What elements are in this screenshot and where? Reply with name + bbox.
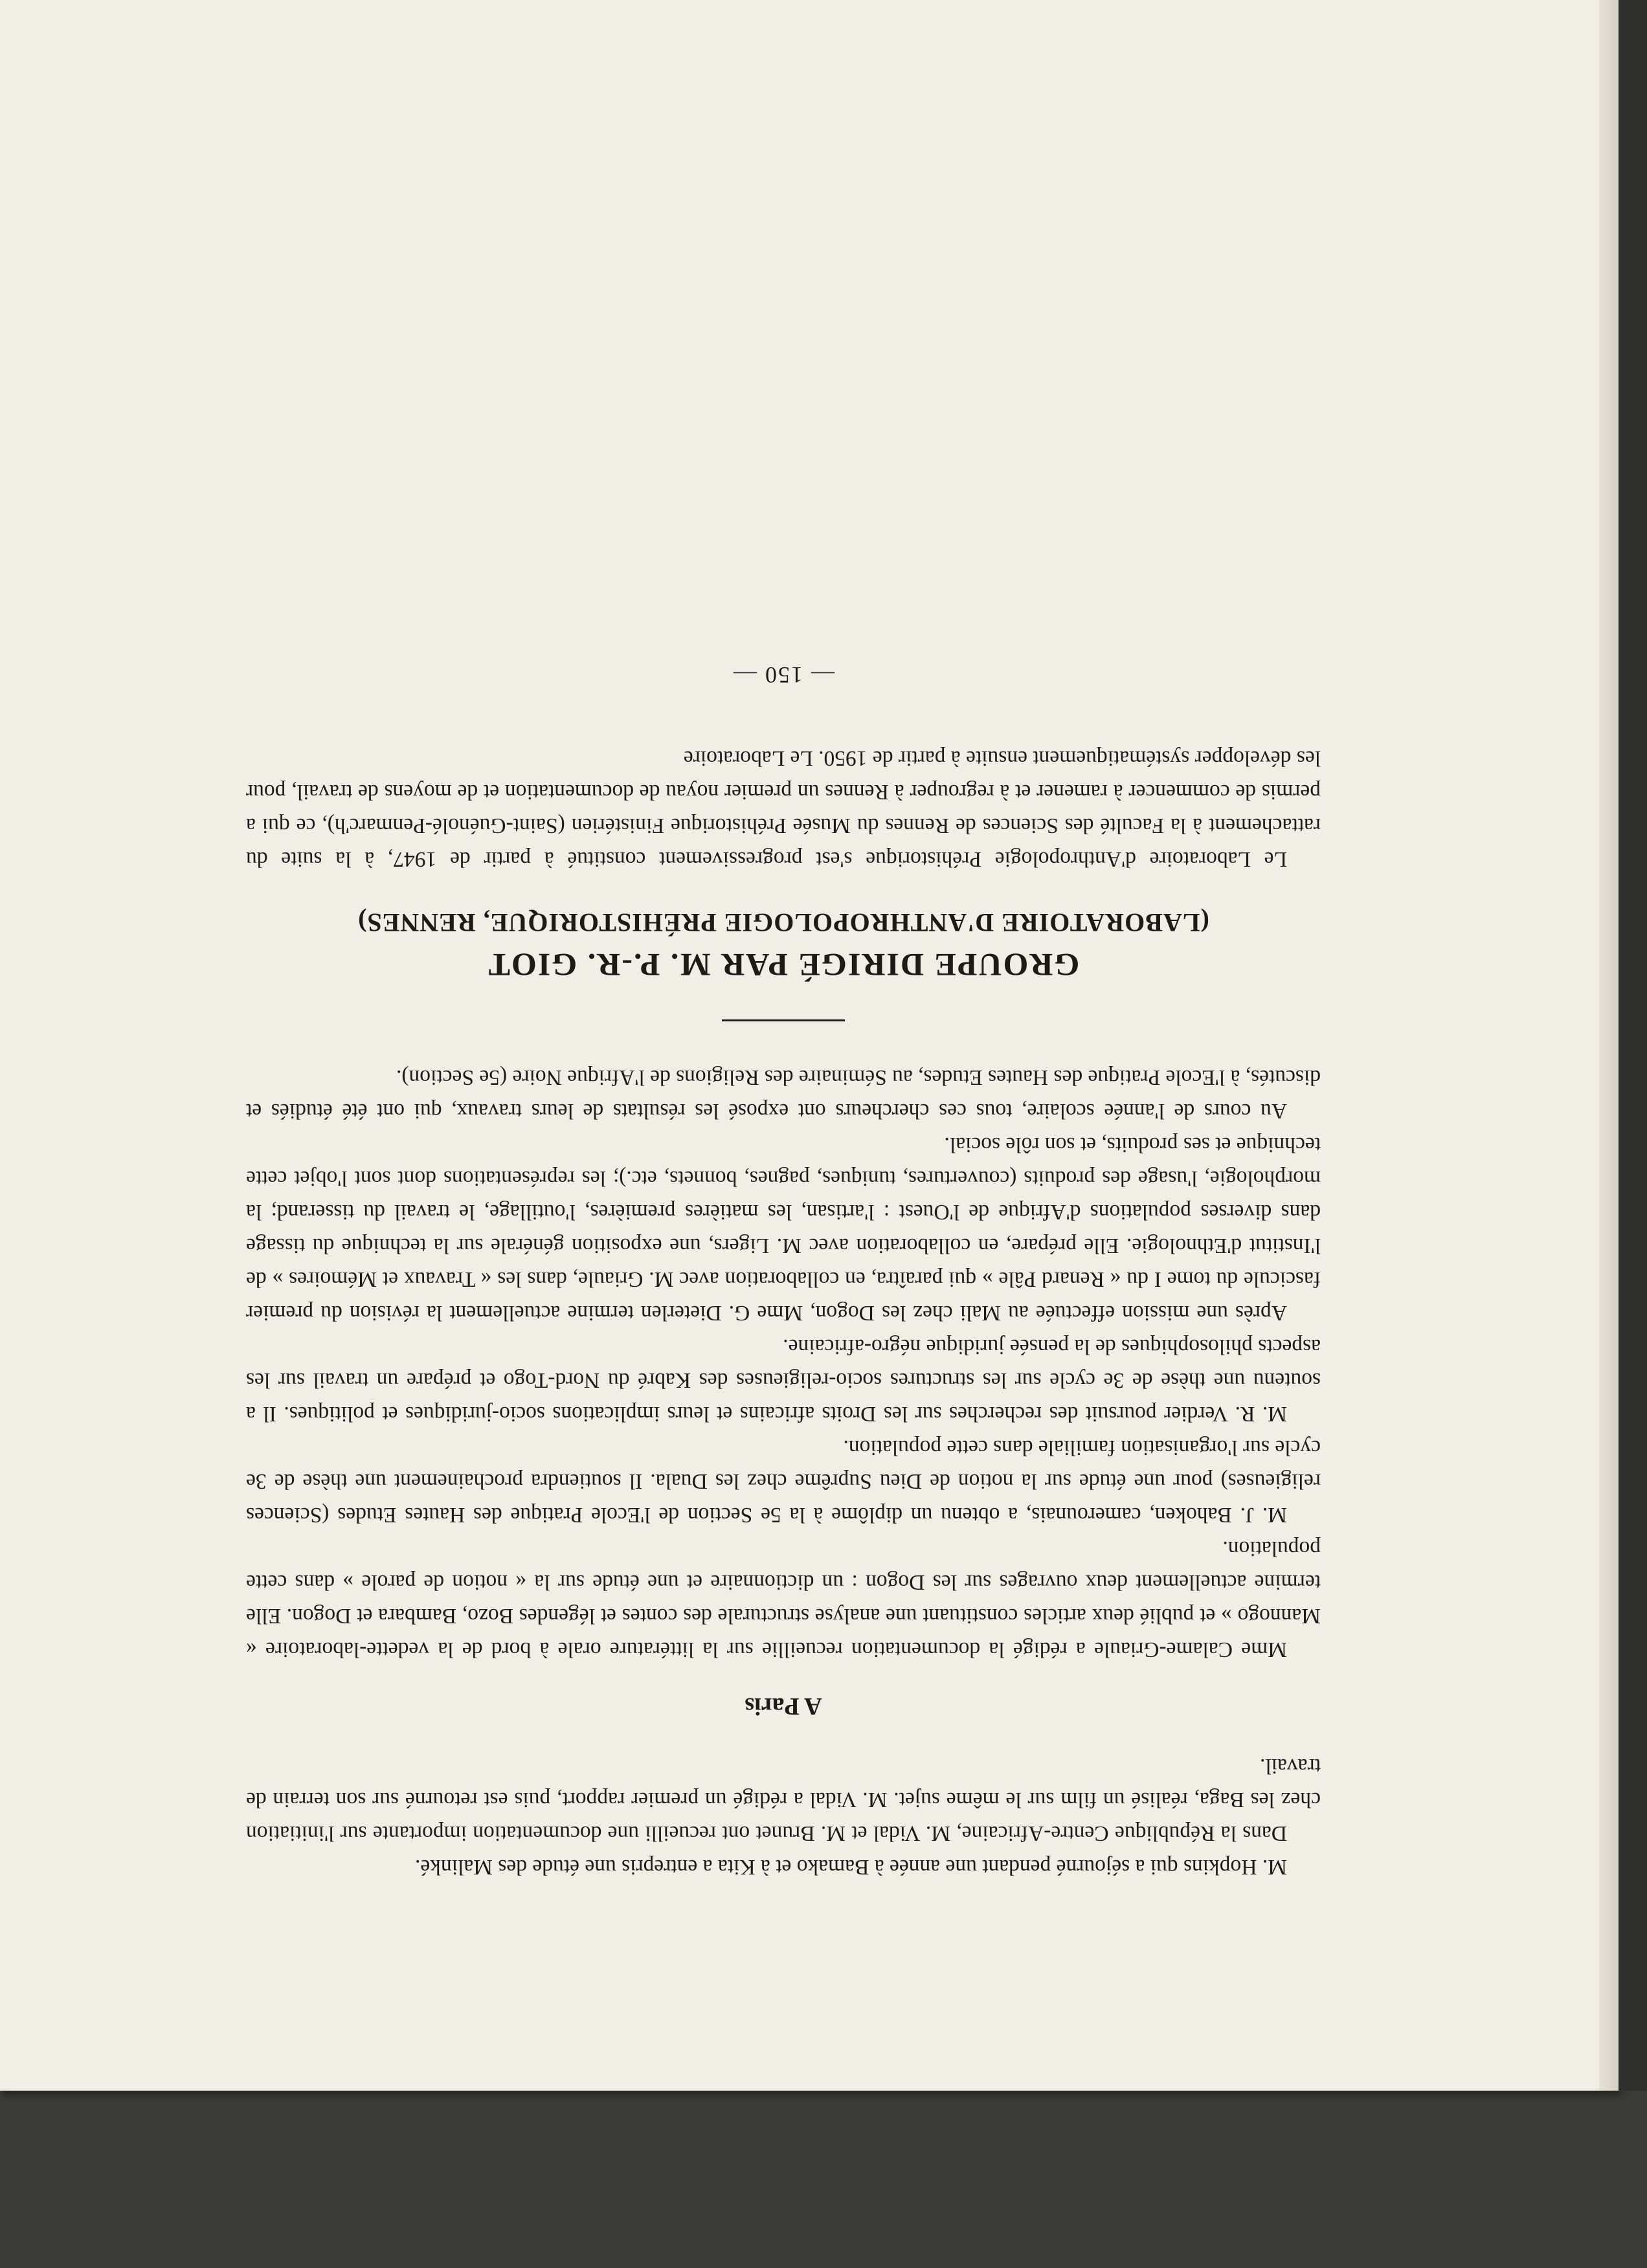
paragraph-laboratoire: Le Laboratoire d'Anthropologie Préhistorique s'est progressivement constitué à partir de 1947, à la suite du rattachement à la Faculté des Sciences de Rennes du Musée Préhistorique Finistérien (Saint-Guénolé-Penmarc'h), ce qui a permis de commencer à ramener et à regrouper à Rennes un premier noyau de documentation et de moyens de travail, pour les développer systématiquement ensuite à partir de 1950. Le Laboratoire — [246, 746, 1321, 871]
paragraph-annee-scolaire: Au cours de l'année scolaire, tous ces chercheurs ont exposé les résultats de leurs travaux, qui ont été étudiés et discutés, à l'Ecole Pratique des Hautes Etudes, au Séminaire des Religions de l'Afrique Noire (5e Section). — [246, 1065, 1321, 1123]
page-content-upside-down — [246, 236, 1321, 1884]
group-title: GROUPE DIRIGÉ PAR M. P.-R. GIOT — [487, 947, 1080, 983]
section-divider — [722, 1019, 845, 1021]
group-subtitle: (LABORATOIRE D'ANTHROPOLOGIE PRÉHISTORIQUE, RENNES) — [357, 908, 1209, 937]
paragraph-bahoken: M. J. Bahoken, camerounais, a obtenu un diplôme à la 5e Section de l'Ecole Pratique des Hautes Etudes (Sciences religieuses) pour une étude sur la notion de Dieu Suprême chez les Duala. Il soutiendra prochainement une thèse de 3e cycle sur l'organisation familiale dans cette population. — [246, 1436, 1321, 1527]
paragraph-calame-griaule: Mme Calame-Griaule a rédigé la documentation recueillie sur la littérature orale à bord de la vedette-laboratoire « Mannogo » et publié deux articles constituant une analyse structurale des contes et légendes Bozo, Bambara et Dogon. Elle termine actuellement deux ouvrages sur les Dogon : un dictionnaire et une étude sur la « notion de parole » dans cette population. — [246, 1537, 1321, 1662]
paragraph-dieterlen: Après une mission effectuée au Mali chez les Dogon, Mme G. Dieterlen termine actuellement la révision du premier fascicule du tome I du « Renard Pâle » qui paraîtra, en collaboration avec M. Griaule, dans les « Travaux et Mémoires » de l'Institut d'Ethnologie. Elle prépare, en collaboration avec M. Ligers, une exposition générale sur la technique du tissage dans diverses populations d'Afrique de l'Ouest : l'artisan, les matières premières, l'outillage, le travail du tisserand; la morphologie, l'usage des produits (couvertures, tuniques, pagnes, bonnets, etc.); les représentations dont sont l'objet cette technique et ses produits, et son rôle social. — [246, 1133, 1321, 1325]
page-number: — 150 — — [732, 662, 835, 688]
section-title-paris: A Paris — [745, 1693, 822, 1720]
paragraph-verdier: M. R. Verdier poursuit des recherches sur les Droits africains et leurs implications socio-juridiques et politiques. Il a soutenu une thèse de 3e cycle sur les structures socio-religieuses des Kabré du Nord-Togo et prépare un travail sur les aspects philosophiques de la pensée juridique négro-africaine. — [246, 1335, 1321, 1426]
paragraph-vidal-brunet: Dans la République Centre-Africaine, M. Vidal et M. Brunet ont recueilli une documentation importante sur l'initiation chez les Baga, réalisé un film sur le même sujet. M. Vidal a rédigé un premier rapport, puis est retourné sur son terrain de travail. — [246, 1754, 1321, 1845]
scanner-edge — [1619, 0, 1647, 2091]
paragraph-hopkins: M. Hopkins qui a séjourné pendant une année à Bamako et à Kita a entrepris une étude des Malinké. — [414, 1855, 1287, 1879]
page-edge — [1599, 0, 1619, 2091]
